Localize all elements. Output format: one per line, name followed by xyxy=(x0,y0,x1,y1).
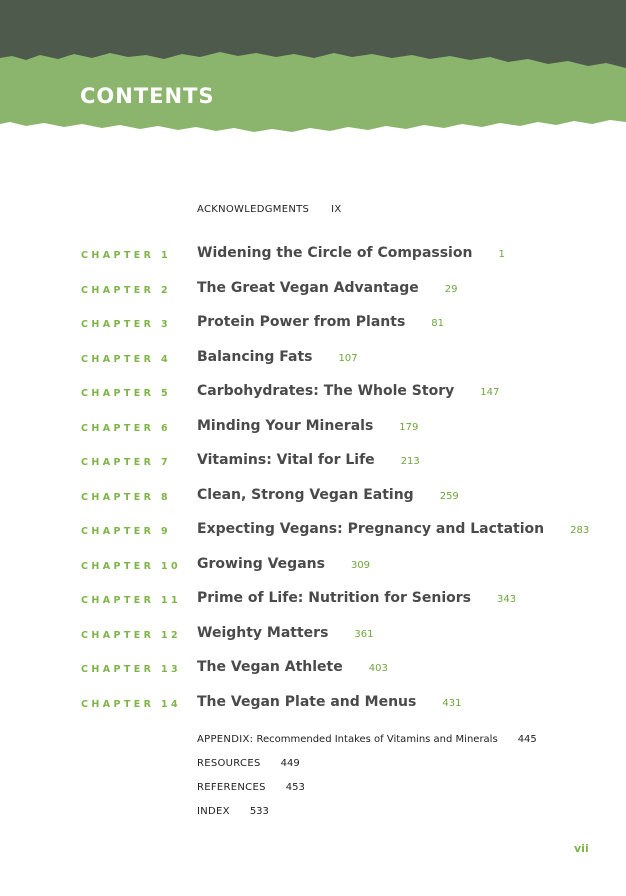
chapter-label: CHAPTER 1 xyxy=(81,250,172,261)
chapter-label: CHAPTER 7 xyxy=(81,457,172,468)
chapter-title-text: Minding Your Minerals xyxy=(197,417,374,434)
chapter-title xyxy=(197,349,358,365)
resources-page: 449 xyxy=(280,758,300,769)
chapter-page: 431 xyxy=(442,697,462,709)
chapter-row xyxy=(0,521,626,541)
chapter-page: 81 xyxy=(431,318,445,329)
chapter-label: CHAPTER 9 xyxy=(81,526,172,537)
chapter-row xyxy=(0,625,626,645)
chapter-title xyxy=(197,487,459,503)
chapter-page: 283 xyxy=(570,525,590,536)
appendix-title: Recommended Intakes of Vitamins and Minerals xyxy=(256,734,498,745)
chapter-title xyxy=(197,280,457,296)
chapter-row xyxy=(0,418,626,438)
chapter-page: 107 xyxy=(338,352,358,364)
chapter-row xyxy=(0,659,626,679)
toc-appendix xyxy=(197,734,537,745)
chapter-title xyxy=(197,314,444,330)
chapter-label: CHAPTER 3 xyxy=(81,319,172,330)
page-number: vii xyxy=(574,842,589,855)
chapter-label: CHAPTER 14 xyxy=(81,698,182,710)
chapter-row xyxy=(0,487,626,507)
appendix-label: APPENDIX: xyxy=(197,734,254,745)
chapter-title-text: Carbohydrates: The Whole Story xyxy=(197,383,455,399)
chapter-title-text: The Vegan Athlete xyxy=(197,659,343,675)
references-page: 453 xyxy=(285,782,305,793)
chapter-title-text: Vitamins: Vital for Life xyxy=(197,452,375,468)
chapter-page: 213 xyxy=(400,456,420,467)
chapter-title xyxy=(197,694,461,710)
chapter-page: 309 xyxy=(350,559,371,571)
chapter-label: CHAPTER 4 xyxy=(81,353,172,365)
header-band xyxy=(0,0,626,140)
chapter-label: CHAPTER 2 xyxy=(81,284,172,296)
chapter-row xyxy=(0,590,626,610)
toc-acknowledgments xyxy=(197,204,342,215)
chapter-label: CHAPTER 10 xyxy=(81,560,182,572)
chapter-row xyxy=(0,314,626,334)
chapter-title xyxy=(197,659,388,675)
chapter-page: 29 xyxy=(444,283,458,295)
toc-references xyxy=(197,782,305,793)
chapter-title-text: Balancing Fats xyxy=(197,348,313,365)
chapter-label: CHAPTER 12 xyxy=(81,629,182,641)
chapter-title xyxy=(197,590,516,606)
chapter-title xyxy=(197,418,418,434)
chapter-row xyxy=(0,245,626,265)
chapter-label: CHAPTER 5 xyxy=(81,388,172,399)
index-label: INDEX xyxy=(197,806,230,817)
acknowledgments-page: IX xyxy=(331,204,342,215)
chapter-title-text: Prime of Life: Nutrition for Seniors xyxy=(197,590,471,606)
chapter-title xyxy=(197,245,505,261)
chapter-title-text: The Vegan Plate and Menus xyxy=(197,693,417,710)
chapter-title xyxy=(197,383,499,399)
chapter-page: 343 xyxy=(497,594,517,605)
chapter-page: 1 xyxy=(498,249,505,260)
chapter-title xyxy=(197,556,370,572)
chapter-title-text: Growing Vegans xyxy=(197,555,325,572)
chapter-page: 147 xyxy=(480,387,500,398)
chapter-page: 179 xyxy=(399,421,419,433)
chapter-title xyxy=(197,452,420,468)
chapter-title-text: Weighty Matters xyxy=(197,624,329,641)
chapter-title-text: Protein Power from Plants xyxy=(197,314,406,330)
chapter-title-text: The Great Vegan Advantage xyxy=(197,279,419,296)
chapter-title-text: Expecting Vegans: Pregnancy and Lactation xyxy=(197,521,545,537)
chapter-title xyxy=(197,521,589,537)
chapter-label: CHAPTER 11 xyxy=(81,595,182,606)
chapter-row xyxy=(0,452,626,472)
appendix-page: 445 xyxy=(517,734,537,745)
chapter-title-text: Clean, Strong Vegan Eating xyxy=(197,486,414,503)
chapter-page: 361 xyxy=(354,628,374,640)
chapter-row xyxy=(0,280,626,300)
index-page: 533 xyxy=(249,806,269,817)
chapter-label: CHAPTER 13 xyxy=(81,664,182,675)
chapter-row xyxy=(0,556,626,576)
chapter-row xyxy=(0,694,626,714)
chapter-page: 259 xyxy=(439,490,459,502)
resources-label: RESOURCES xyxy=(197,758,261,769)
chapter-label: CHAPTER 6 xyxy=(81,422,172,434)
chapter-label: CHAPTER 8 xyxy=(81,491,172,503)
chapter-row xyxy=(0,349,626,369)
page-title: CONTENTS xyxy=(80,84,215,108)
chapter-page: 403 xyxy=(368,663,388,674)
references-label: REFERENCES xyxy=(197,782,266,793)
toc-resources xyxy=(197,758,300,769)
acknowledgments-label: ACKNOWLEDGMENTS xyxy=(197,204,310,215)
chapter-title-text: Widening the Circle of Compassion xyxy=(197,245,473,261)
toc-index xyxy=(197,806,269,817)
chapter-title xyxy=(197,625,374,641)
chapter-row xyxy=(0,383,626,403)
